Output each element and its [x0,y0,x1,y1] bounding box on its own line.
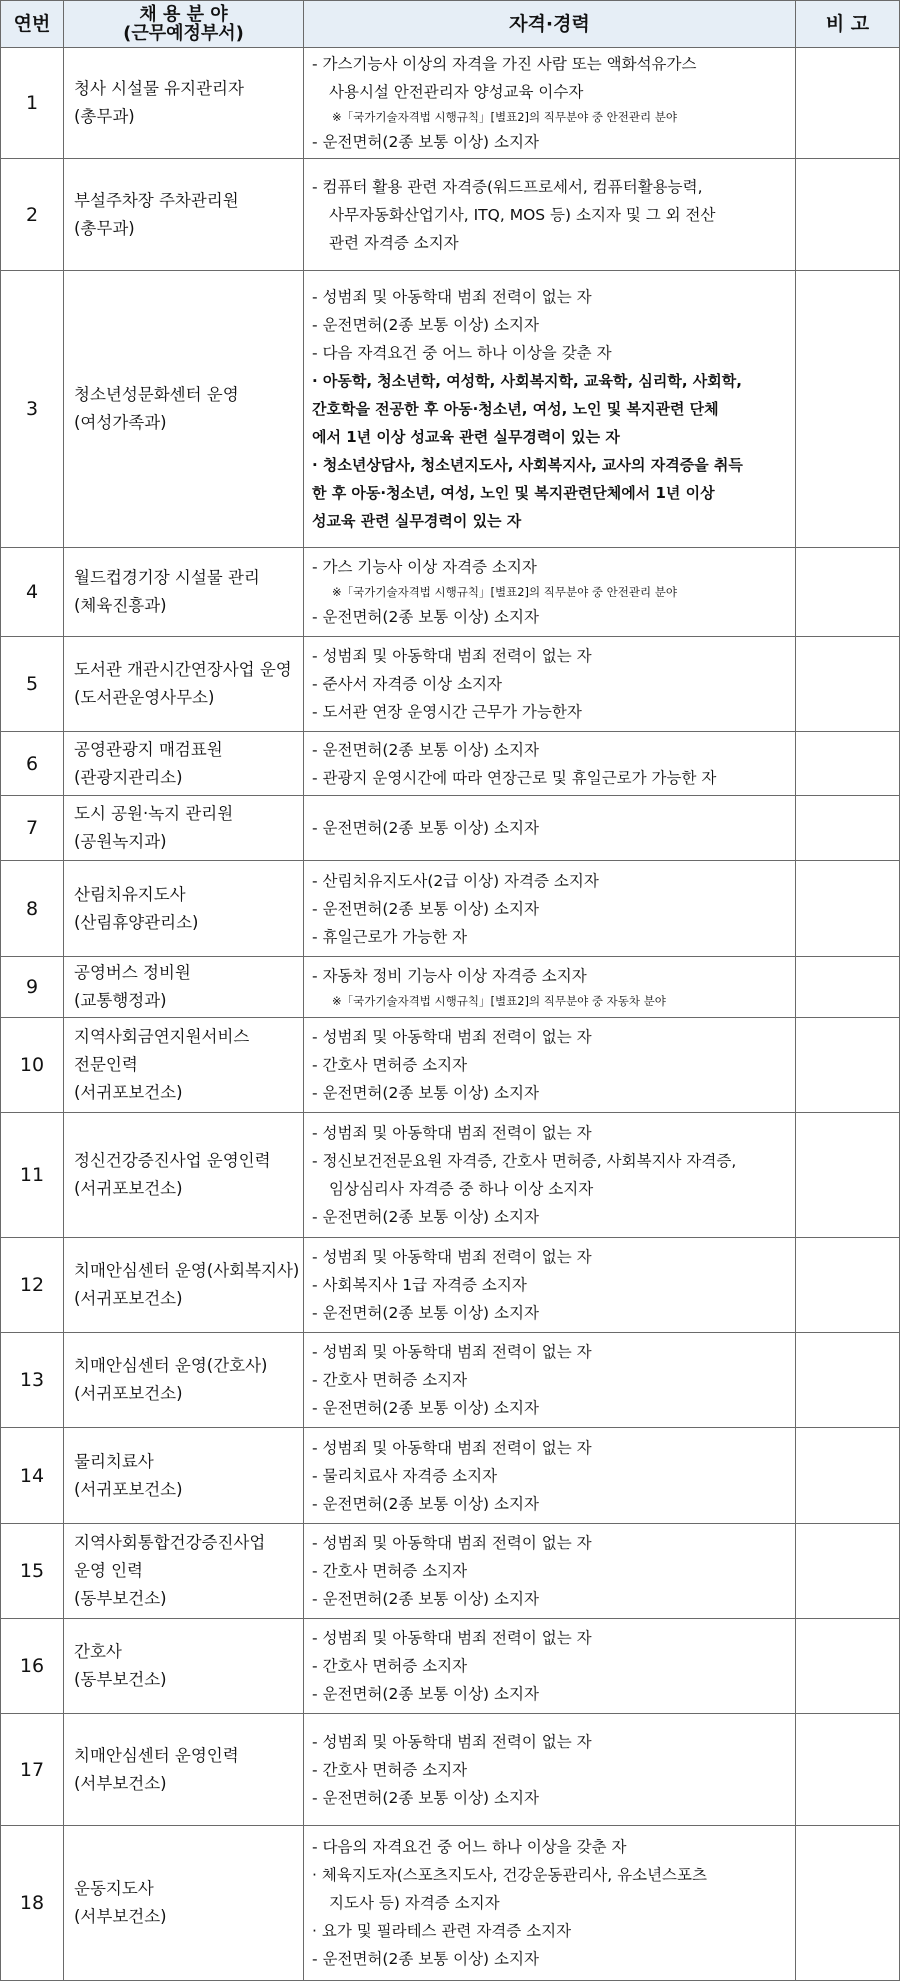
qualification [304,1428,796,1524]
job-title: 청소년성문화센터 운영 [74,385,239,404]
header-row [1,1,900,48]
remark-cell [796,861,900,957]
qualification [304,1113,796,1238]
qualification-line: - 성범죄 및 아동학대 범죄 전력이 없는 자 [312,288,592,306]
qualification-line: - 운전면허(2종 보통 이상) 소지자 [312,316,539,334]
table-row [1,159,900,271]
row-number: 2 [1,159,64,271]
job-field [64,159,304,271]
remark-cell [796,1714,900,1826]
qualification [304,1238,796,1333]
qualification-line: - 운전면허(2종 보통 이상) 소지자 [312,1950,539,1968]
qualification-line: - 산림치유지도사(2급 이상) 자격증 소지자 [312,871,599,890]
table-row [1,271,900,548]
qualification-line: - 물리치료사 자격증 소지자 [312,1466,498,1485]
qualification-line: · 체육지도자(스포츠지도사, 건강운동관리사, 유소년스포츠 [312,1866,707,1884]
remark-cell [796,1018,900,1113]
qualification-line: - 성범죄 및 아동학대 범죄 전력이 없는 자 [312,1248,592,1266]
remark-cell [796,1619,900,1714]
header-no: 연번 [1,1,64,48]
row-number: 10 [1,1018,64,1113]
qualification-line: - 간호사 면허증 소지자 [312,1371,468,1389]
job-field [64,48,304,159]
qualification [304,1826,796,1981]
job-department: (서부보건소) [74,1773,167,1793]
job-department: (서귀포보건소) [74,1083,183,1102]
qualification [304,1524,796,1619]
qualification-line: - 성범죄 및 아동학대 범죄 전력이 없는 자 [312,1438,592,1457]
row-number: 8 [1,861,64,957]
job-department: (총무과) [74,218,135,238]
qualification-line: 간호학을 전공한 후 아동·청소년, 여성, 노인 및 복지관련 단체 [312,400,719,418]
qualification-line: - 관광지 운영시간에 따라 연장근로 및 휴일근로가 가능한 자 [312,768,717,787]
job-field [64,1714,304,1826]
qualification [304,159,796,271]
job-field [64,1619,304,1714]
qualification-line: - 가스 기능사 이상 자격증 소지자 [312,558,537,576]
qualification [304,1333,796,1428]
job-department: (서부보건소) [74,1907,167,1926]
table-row [1,732,900,796]
table-row [1,548,900,637]
qualification-line: - 사회복지사 1급 자격증 소지자 [312,1276,527,1294]
job-field [64,1018,304,1113]
remark-cell [796,548,900,637]
qualification [304,1018,796,1113]
qualification [304,637,796,732]
remark-cell [796,1826,900,1981]
qualification-line: - 다음의 자격요건 중 어느 하나 이상을 갖춘 자 [312,1838,627,1856]
job-department: (산림휴양관리소) [74,912,199,932]
qualification-line: - 성범죄 및 아동학대 범죄 전력이 없는 자 [312,1534,592,1552]
row-number: 3 [1,271,64,548]
job-title: 지역사회금연지원서비스 [74,1027,250,1046]
qualification-line: 한 후 아동·청소년, 여성, 노인 및 복지관련단체에서 1년 이상 [312,484,715,502]
remark-cell [796,732,900,796]
qualification-line: - 운전면허(2종 보통 이상) 소지자 [312,133,539,151]
qualification-line: - 성범죄 및 아동학대 범죄 전력이 없는 자 [312,1343,592,1361]
job-field [64,1238,304,1333]
job-department: (관광지관리소) [74,767,183,787]
qualification-line: - 운전면허(2종 보통 이상) 소지자 [312,1304,539,1322]
remark-cell [796,637,900,732]
qualification-line: - 간호사 면허증 소지자 [312,1760,468,1779]
job-field [64,1524,304,1619]
qualification [304,1619,796,1714]
header-remark: 비 고 [796,1,900,48]
table-row [1,637,900,732]
qualification-line: - 성범죄 및 아동학대 범죄 전력이 없는 자 [312,647,592,665]
qualification-line: 사용시설 안전관리자 양성교육 이수자 [329,83,584,101]
qualification-line: - 가스기능사 이상의 자격을 가진 사람 또는 액화석유가스 [312,55,697,73]
remark-cell [796,957,900,1018]
job-field [64,637,304,732]
header-qualification: 자격·경력 [304,1,796,48]
qualification [304,271,796,548]
row-number: 13 [1,1333,64,1428]
row-number: 17 [1,1714,64,1826]
qualification-line: - 준사서 자격증 이상 소지자 [312,675,503,693]
job-title: 물리치료사 [74,1451,154,1471]
qualification-line: - 휴일근로가 가능한 자 [312,927,468,946]
job-field [64,548,304,637]
qualification [304,796,796,861]
qualification-line: - 간호사 면허증 소지자 [312,1056,468,1074]
qualification-line: · 요가 및 필라테스 관련 자격증 소지자 [312,1922,572,1940]
job-department: (동부보건소) [74,1589,167,1608]
qualification-line: - 성범죄 및 아동학대 범죄 전력이 없는 자 [312,1028,592,1046]
qualification-line: - 성범죄 및 아동학대 범죄 전력이 없는 자 [312,1124,592,1142]
job-department: (서귀포보건소) [74,1289,183,1308]
qualification [304,1714,796,1826]
job-department: (공원녹지과) [74,832,167,851]
table-row [1,48,900,159]
job-field [64,1826,304,1981]
job-title: 청사 시설물 유지관리자 [74,79,244,98]
job-department: (서귀포보건소) [74,1384,183,1403]
qualification-line: 관련 자격증 소지자 [329,233,459,252]
header-field [64,1,304,48]
row-number: 7 [1,796,64,861]
table-row [1,1428,900,1524]
row-number: 16 [1,1619,64,1714]
row-number: 1 [1,48,64,159]
qualification [304,732,796,796]
qualification-line: 사무자동화산업기사, ITQ, MOS 등) 소지자 및 그 외 전산 [329,205,716,224]
table-row [1,861,900,957]
job-field [64,1113,304,1238]
qualification-line: - 운전면허(2종 보통 이상) 소지자 [312,1084,539,1102]
table-row [1,1333,900,1428]
job-title-continued: 운영 인력 [74,1561,144,1580]
job-title: 정신건강증진사업 운영인력 [74,1151,271,1170]
remark-cell [796,1333,900,1428]
qualification-line: - 운전면허(2종 보통 이상) 소지자 [312,1494,539,1513]
table-row [1,1238,900,1333]
qualification-note: ※「국가기술자격법 시행규칙」[별표2]의 직무분야 중 안전관리 분야 [332,585,677,599]
job-field [64,1428,304,1524]
qualification-line: - 운전면허(2종 보통 이상) 소지자 [312,740,539,759]
qualification-line: - 운전면허(2종 보통 이상) 소지자 [312,1788,539,1807]
job-department: (동부보건소) [74,1670,167,1689]
job-title: 도서관 개관시간연장사업 운영 [74,660,292,679]
row-number: 14 [1,1428,64,1524]
qualification-line: - 컴퓨터 활용 관련 자격증(워드프로세서, 컴퓨터활용능력, [312,177,703,196]
job-department: (도서관운영사무소) [74,688,215,707]
qualification-note: ※「국가기술자격법 시행규칙」[별표2]의 직무분야 중 안전관리 분야 [332,110,677,124]
qualification [304,861,796,957]
job-title: 치매안심센터 운영(사회복지사) [74,1261,300,1280]
table-row [1,1619,900,1714]
job-title: 부설주차장 주차관리원 [74,190,239,210]
table-row [1,957,900,1018]
job-title: 월드컵경기장 시설물 관리 [74,568,260,587]
job-title: 지역사회통합건강증진사업 [74,1533,266,1552]
qualification-line: - 운전면허(2종 보통 이상) 소지자 [312,1590,539,1608]
job-title: 간호사 [74,1642,122,1661]
job-title-continued: 전문인력 [74,1055,138,1074]
qualification-line: - 운전면허(2종 보통 이상) 소지자 [312,608,539,626]
qualification-note: ※「국가기술자격법 시행규칙」[별표2]의 직무분야 중 자동차 분야 [332,994,666,1008]
job-field [64,861,304,957]
header-field-dept: (근무예정부서) [123,23,244,44]
qualification-line: - 간호사 면허증 소지자 [312,1562,468,1580]
qualification-line: 에서 1년 이상 성교육 관련 실무경력이 있는 자 [312,428,620,446]
row-number: 9 [1,957,64,1018]
qualification-line: - 성범죄 및 아동학대 범죄 전력이 없는 자 [312,1732,592,1751]
job-title: 치매안심센터 운영(간호사) [74,1356,268,1375]
table-row [1,796,900,861]
qualification-line: - 정신보건전문요원 자격증, 간호사 면허증, 사회복지사 자격증, [312,1152,737,1170]
job-title: 산림치유지도사 [74,884,186,904]
row-number: 18 [1,1826,64,1981]
qualification-line: - 운전면허(2종 보통 이상) 소지자 [312,819,539,837]
qualification [304,548,796,637]
qualification-line: 임상심리사 자격증 중 하나 이상 소지자 [329,1180,594,1198]
qualification-line: · 청소년상담사, 청소년지도사, 사회복지사, 교사의 자격증을 취득 [312,456,743,474]
qualification-line: - 도서관 연장 운영시간 근무가 가능한자 [312,703,582,721]
job-department: (여성가족과) [74,413,167,432]
qualification-line: - 운전면허(2종 보통 이상) 소지자 [312,899,539,918]
qualification-line: - 운전면허(2종 보통 이상) 소지자 [312,1208,539,1226]
job-department: (총무과) [74,107,135,126]
remark-cell [796,796,900,861]
job-title: 공영관광지 매검표원 [74,739,223,759]
qualification-line: - 성범죄 및 아동학대 범죄 전력이 없는 자 [312,1629,592,1647]
job-title: 공영버스 정비원 [74,963,191,982]
table-row [1,1018,900,1113]
remark-cell [796,1524,900,1619]
job-department: (교통행정과) [74,991,167,1010]
job-field [64,957,304,1018]
job-field [64,1333,304,1428]
qualification-line: 지도사 등) 자격증 소지자 [329,1894,500,1912]
header-field-title: 채 용 분 야 [139,4,228,25]
qualification-line: - 다음 자격요건 중 어느 하나 이상을 갖춘 자 [312,344,612,362]
job-title: 치매안심센터 운영인력 [74,1745,239,1765]
remark-cell [796,1238,900,1333]
qualification-line: · 아동학, 청소년학, 여성학, 사회복지학, 교육학, 심리학, 사회학, [312,372,742,390]
job-field [64,796,304,861]
row-number: 15 [1,1524,64,1619]
job-field [64,732,304,796]
qualification-line: - 간호사 면허증 소지자 [312,1657,468,1675]
table-row [1,1113,900,1238]
qualification [304,48,796,159]
qualification-line: - 운전면허(2종 보통 이상) 소지자 [312,1399,539,1417]
qualification-line: - 운전면허(2종 보통 이상) 소지자 [312,1685,539,1703]
table-row [1,1714,900,1826]
remark-cell [796,1113,900,1238]
remark-cell [796,271,900,548]
row-number: 4 [1,548,64,637]
qualification [304,957,796,1018]
table-row [1,1826,900,1981]
row-number: 5 [1,637,64,732]
qualification-line: 성교육 관련 실무경력이 있는 자 [312,512,522,530]
table-row [1,1524,900,1619]
remark-cell [796,48,900,159]
job-title: 도시 공원·녹지 관리원 [74,804,234,823]
row-number: 12 [1,1238,64,1333]
job-field [64,271,304,548]
qualification-line: - 자동차 정비 기능사 이상 자격증 소지자 [312,967,587,985]
remark-cell [796,159,900,271]
job-department: (서귀포보건소) [74,1179,183,1198]
remark-cell [796,1428,900,1524]
row-number: 11 [1,1113,64,1238]
job-title: 운동지도사 [74,1879,154,1898]
row-number: 6 [1,732,64,796]
job-department: (서귀포보건소) [74,1479,183,1499]
job-department: (체육진흥과) [74,596,167,615]
